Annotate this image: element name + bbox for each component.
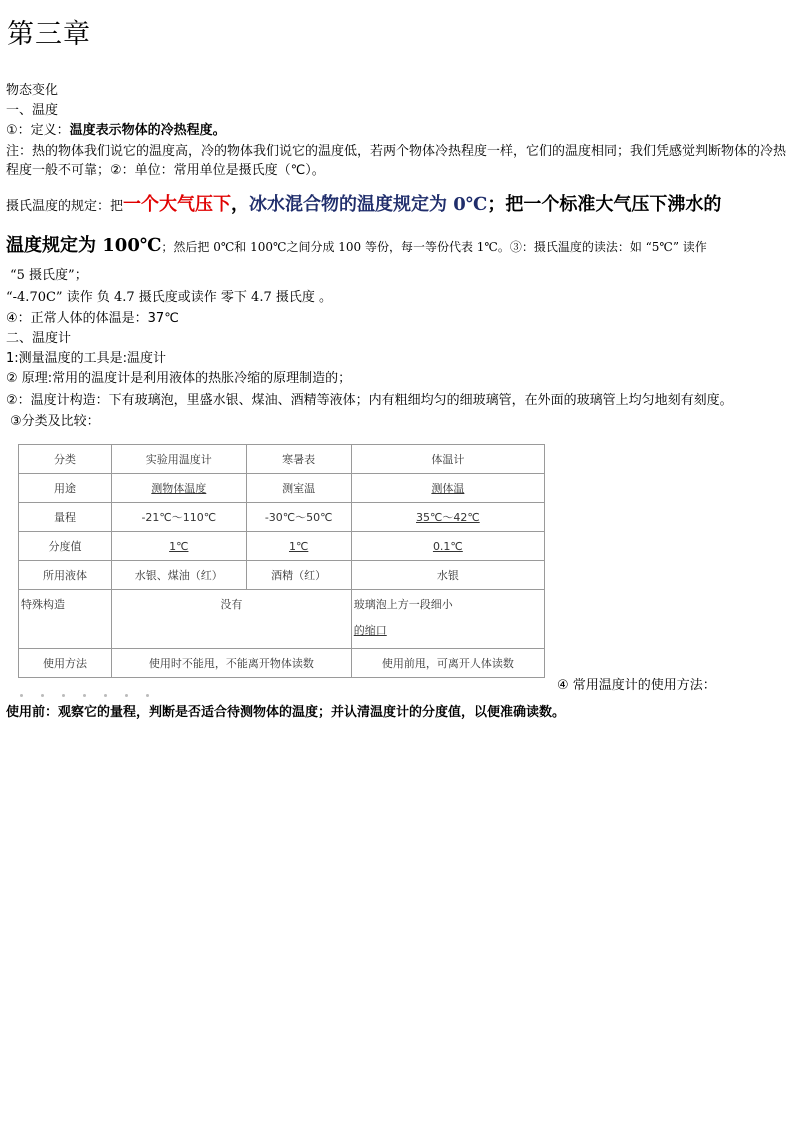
- section2-heading: 二、温度计: [6, 331, 72, 346]
- table-cell: 分类: [19, 445, 112, 474]
- thermometer-structure: ②：温度计构造：下有玻璃泡，里盛水银、煤油、酒精等液体；内有粗细均匀的细玻璃管，在外面的玻璃管上均匀地刻有刻度。: [6, 393, 733, 408]
- table-cell: -30℃～50℃: [246, 503, 351, 532]
- celsius-red-text: 一个大气压下: [123, 194, 232, 215]
- table-row: [19, 561, 545, 590]
- section-phase-change: 物态变化: [6, 83, 59, 98]
- celsius-reading-line: “5 摄氏度”；: [10, 268, 88, 283]
- before-use-text: 使用前：观察它的量程，判断是否适合待测物体的温度；并认清温度计的分度值，以便准确读数。: [6, 705, 566, 720]
- table-cell: [351, 590, 544, 649]
- table-cell: 水银、煤油（红）: [112, 561, 247, 590]
- table-cell: 使用前甩，可离开人体读数: [351, 649, 544, 678]
- table-row: [19, 649, 545, 678]
- table-cell: -21℃～110℃: [112, 503, 247, 532]
- table-cell: 35℃～42℃: [351, 503, 544, 532]
- classify-heading: ③分类及比较：: [10, 414, 100, 429]
- scan-artifact: [20, 682, 200, 690]
- table-cell: 寒暑表: [246, 445, 351, 474]
- table-cell: 测室温: [246, 474, 351, 503]
- table-cell: 分度值: [19, 532, 112, 561]
- before-use-line: [6, 704, 565, 721]
- special-structure-line2: 的缩口: [353, 624, 387, 637]
- celsius-navy-text: 冰水混合物的温度规定为 0℃: [249, 194, 488, 215]
- celsius-comma: ，: [231, 194, 250, 215]
- celsius-bold-text2: 温度规定为 100℃: [6, 235, 162, 256]
- celsius-rule-line2: [6, 233, 707, 261]
- table-row: [19, 590, 545, 649]
- section1-heading: 一、温度: [6, 103, 59, 118]
- definition-text: 温度表示物体的冷热程度。: [69, 123, 226, 138]
- table-cell: 测物体温度: [112, 474, 247, 503]
- table-cell: 1℃: [246, 532, 351, 561]
- definition-prefix: ①：定义：: [6, 123, 70, 138]
- table-cell: 使用时不能甩，不能离开物体读数: [112, 649, 352, 678]
- table-cell: 体温计: [351, 445, 544, 474]
- definition-line: [6, 122, 226, 139]
- table-cell: 测体温: [351, 474, 544, 503]
- special-structure-line1: 玻璃泡上方一段细小: [353, 598, 453, 611]
- body-temperature: ④：正常人体的体温是：37℃: [6, 311, 179, 326]
- table-cell: 0.1℃: [351, 532, 544, 561]
- table-cell: 特殊构造: [19, 590, 112, 649]
- celsius-prefix: 摄氏温度的规定：把: [6, 199, 124, 214]
- thermometer-tool: 1:测量温度的工具是:温度计: [6, 351, 167, 366]
- table-cell: 1℃: [112, 532, 247, 561]
- table-cell: 所用液体: [19, 561, 112, 590]
- common-usage-heading: ④ 常用温度计的使用方法：: [557, 678, 716, 693]
- table-row: [19, 503, 545, 532]
- table-cell: 实验用温度计: [112, 445, 247, 474]
- celsius-rule-line1: [6, 192, 721, 220]
- table-row: [19, 474, 545, 503]
- note-paragraph: 注：热的物体我们说它的温度高，冷的物体我们说它的温度低，若两个物体冷热程度一样，它们的温度相同；我们凭感觉判断物体的冷热程度一般不可靠；②：单位：常用单位是摄氏度（℃）。: [6, 144, 787, 178]
- table-cell: 没有: [112, 590, 352, 649]
- table-row: [19, 532, 545, 561]
- table-cell: 水银: [351, 561, 544, 590]
- thermometer-comparison-table: [18, 444, 545, 678]
- celsius-reading-line2: “-4.70C” 读作 负 4.7 摄氏度或读作 零下 4.7 摄氏度 。: [6, 290, 332, 305]
- celsius-tail: ；然后把 0℃和 100℃之间分成 100 等份，每一等份代表 1℃。③：摄氏温度的读法：如 “5℃” 读作: [161, 240, 707, 254]
- table-cell: 使用方法: [19, 649, 112, 678]
- thermometer-principle: ② 原理:常用的温度计是利用液体的热胀冷缩的原理制造的；: [6, 371, 352, 386]
- table-cell: 用途: [19, 474, 112, 503]
- chapter-title: 第三章: [7, 19, 91, 50]
- table-row: [19, 445, 545, 474]
- celsius-bold-text: ；把一个标准大气压下沸水的: [487, 194, 722, 215]
- table-cell: 量程: [19, 503, 112, 532]
- table-cell: 酒精（红）: [246, 561, 351, 590]
